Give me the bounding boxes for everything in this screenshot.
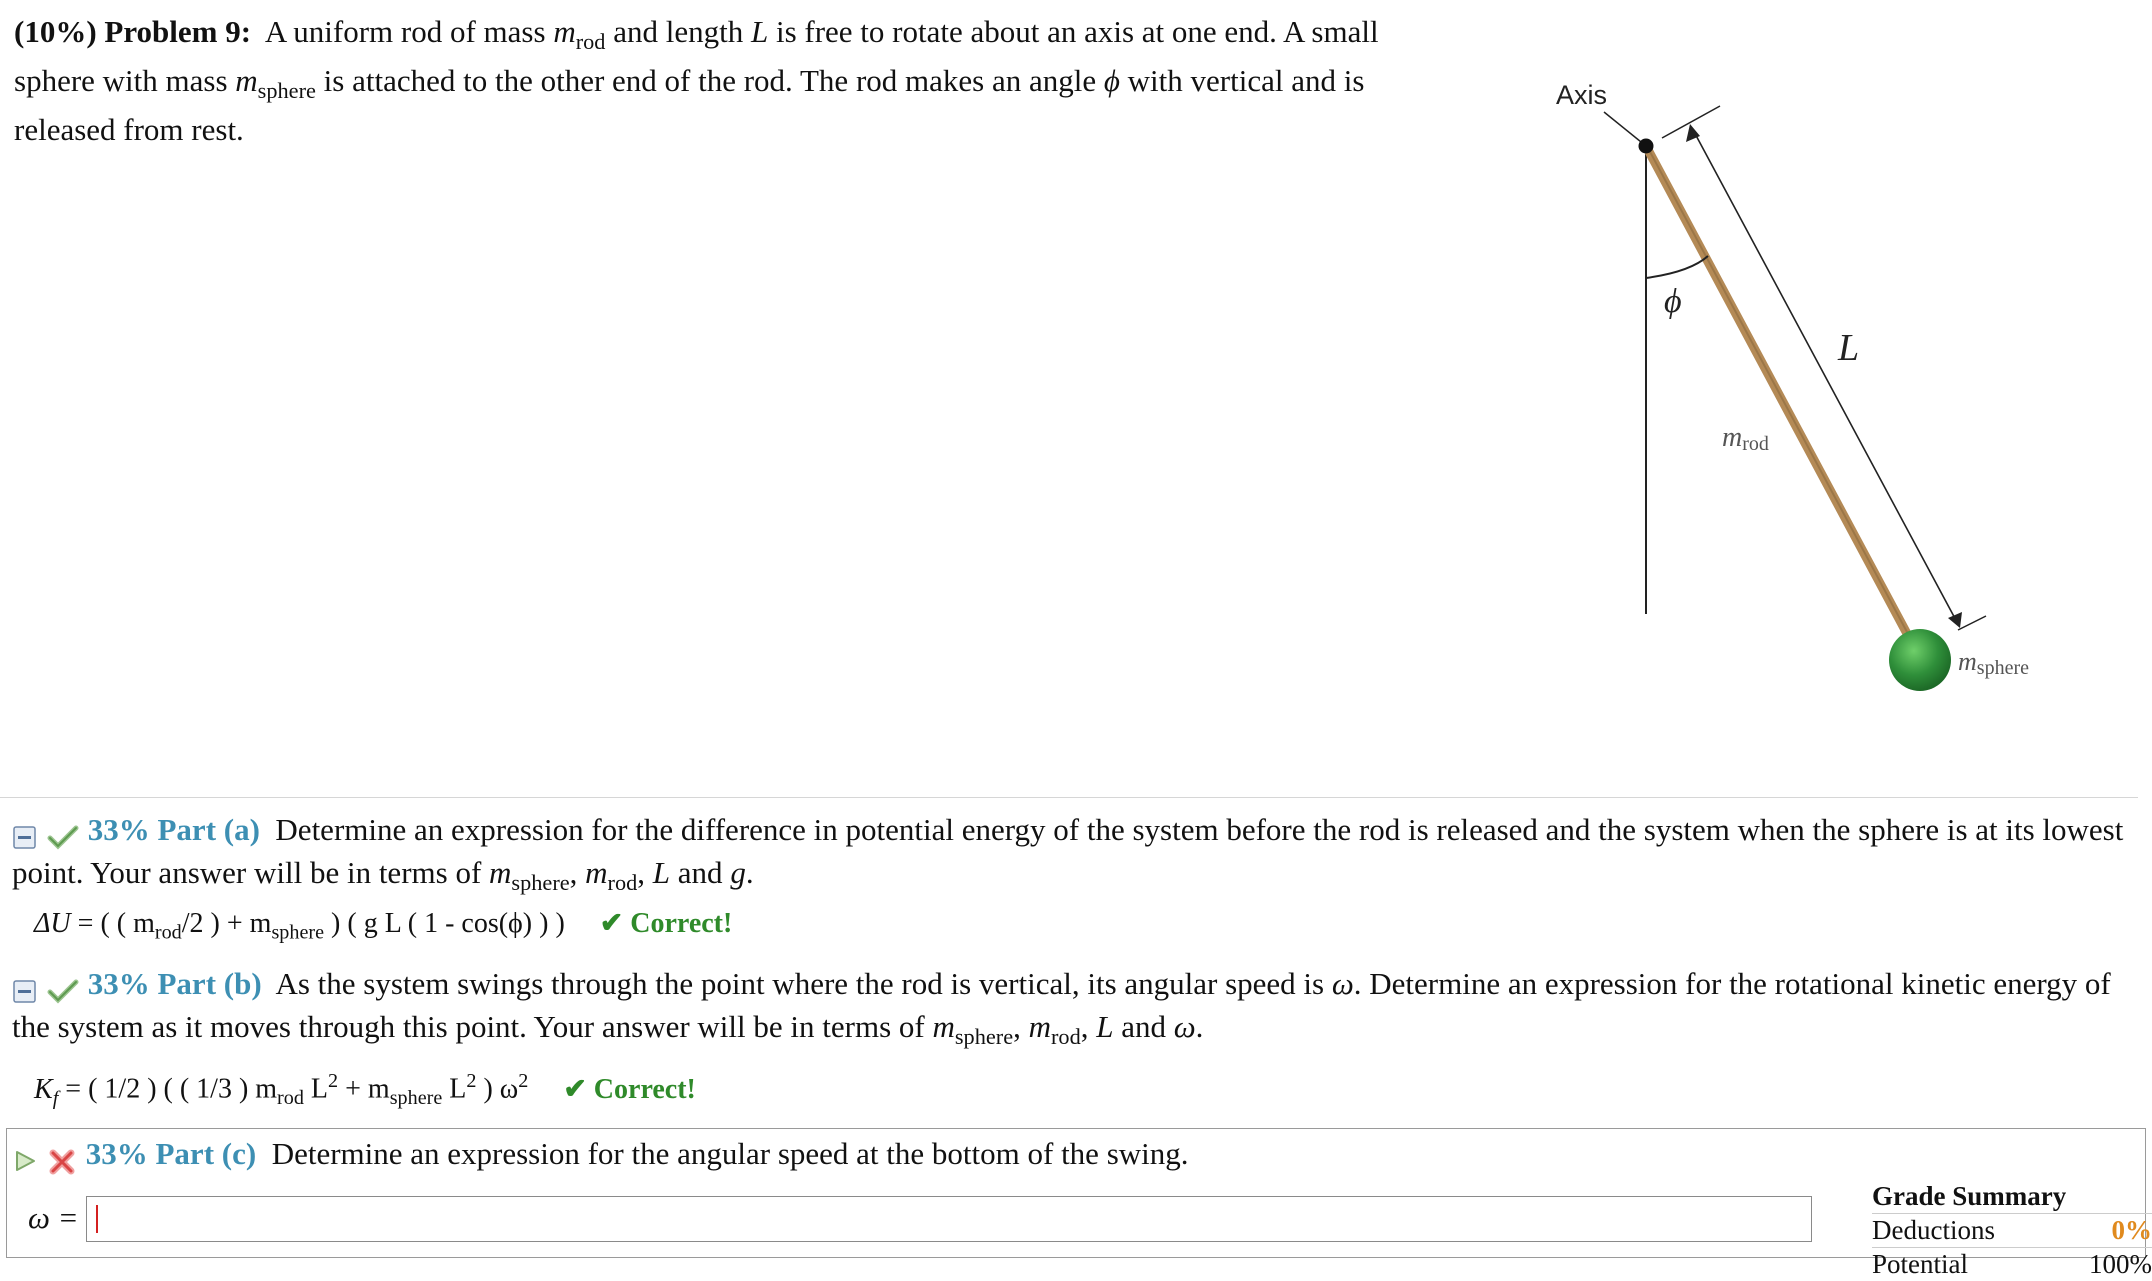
part-b [12,964,2132,1118]
part-b-percent: 33% Part (b) [88,966,262,1001]
status-badge: ✔ Correct! [563,1074,696,1105]
dimension-tick-bottom [1958,616,1986,630]
answer-lhs: $K_f$ [34,1074,58,1105]
answer-sub: sphere [271,922,324,944]
play-icon[interactable] [12,1148,38,1174]
pivot-point [1639,139,1654,154]
length-symbol: L [751,14,768,49]
part-c [12,1134,1189,1177]
angle-arc [1646,256,1708,278]
answer-rhs: + m [338,1074,390,1105]
answer-rhs: ) ( g L ( 1 - cos(ϕ) ) ) [324,908,565,939]
g-symbol: g [730,855,746,890]
part-c-percent: 33% Part (c) [86,1136,256,1171]
phi-symbol: ϕ [1104,63,1120,98]
deductions-row [1872,1213,2152,1247]
length-symbol: L [653,855,670,890]
checkmark-icon [46,824,80,850]
answer-input[interactable] [86,1196,1812,1242]
answer-rhs: ) ω [476,1074,518,1105]
answer-rhs: L [442,1074,466,1105]
sphere-mass-label: msphere [1958,647,2029,679]
m-sphere-symbol: $m_{sphere}$ [932,1009,1013,1044]
omega-symbol: ω [1332,966,1354,1001]
length-symbol: L [1096,1009,1113,1044]
answer-sup: 2 [518,1070,528,1092]
omega-symbol: ω [1174,1009,1196,1044]
part-c-question-text: Determine an expression for the angular speed at the bottom of the swing. [272,1136,1189,1171]
m-sphere-symbol: $m_{sphere}$ [235,63,316,98]
axis-label: Axis [1556,80,1607,110]
and-word: and [1121,1009,1166,1044]
part-b-answer [34,1062,2132,1118]
answer-rhs: L [304,1074,328,1105]
sphere [1889,629,1951,691]
part-a-percent: 33% Part (a) [88,812,260,847]
part-a-answer [34,904,2132,953]
status-badge: ✔ Correct! [600,908,733,939]
rod-shadow [1648,148,1922,660]
problem-text-1: A uniform rod of mass [265,14,546,49]
dimension-line [1692,128,1958,624]
axis-leader-line [1604,112,1646,146]
answer-sub: rod [277,1087,304,1109]
grade-summary [1872,1180,2152,1281]
deductions-value: 0% [2112,1214,2152,1247]
answer-sup: 2 [328,1070,338,1092]
deductions-label: Deductions [1872,1214,1995,1247]
omega-input-label: ω = [28,1200,79,1236]
potential-row [1872,1247,2152,1281]
m-rod-symbol: $m_{rod}$ [1029,1009,1081,1044]
incorrect-x-icon [46,1147,78,1175]
phi-label: ϕ [1664,283,1682,320]
m-rod-symbol: $m_{rod}$ [585,855,637,890]
answer-rhs: = ( ( m [71,908,155,939]
checkmark-icon [46,978,80,1004]
rod-sphere-diagram [1520,70,2080,720]
part-b-question-text-1: As the system swings through the point where the rod is vertical, its angular speed is [275,966,1324,1001]
answer-rhs: = ( 1/2 ) ( ( 1/3 ) m [58,1074,277,1105]
part-b-question-text-2: . Determine an expression for the rotational kinetic energy of the system as it moves through this point. Your answer will be in terms of [12,966,2111,1044]
m-rod-symbol: $m_{rod}$ [553,14,605,49]
problem-text-3: is free to rotate about an axis at one end. A small sphere with mass [14,14,1379,98]
collapse-icon[interactable] [12,824,38,850]
grade-summary-title: Grade Summary [1872,1180,2152,1213]
rod-mass-label: mrod [1722,422,1769,455]
part-a-icons [12,814,80,853]
answer-sub: sphere [390,1087,443,1109]
answer-rhs: /2 ) + m [182,908,272,939]
problem-text-2: and length [613,14,743,49]
part-c-icons [12,1138,78,1177]
answer-sup: 2 [466,1070,476,1092]
part-c-question [12,1134,1189,1177]
m-sphere-symbol: $m_{sphere}$ [489,855,570,890]
problem-number: Problem 9: [104,14,251,49]
problem-weight: (10%) [14,14,97,49]
potential-label: Potential [1872,1248,1968,1281]
part-a-question-text: Determine an expression for the difference in potential energy of the system before the rod is released and the system when the sphere is at its lowest point. Your answer will be in terms of [12,812,2123,890]
potential-value: 100% [2089,1248,2152,1281]
answer-lhs: ΔU [34,908,71,939]
dimension-arrow-bottom [1948,612,1962,628]
problem-statement [14,12,1454,149]
part-a-question: 33% Part (a) Determine an expression for the difference in potential energy of the system before the rod is released and the system when the sphere is at its lowest point. Your answer will be in terms of $m_{sphere}$, $m_{rod}$, L and g. [12,810,2132,902]
answer-sub: rod [155,922,182,944]
length-label: L [1837,327,1859,369]
part-b-icons [12,968,80,1007]
part-b-question: 33% Part (b) As the system swings through the point where the rod is vertical, its angular speed is ω. Determine an expression for the rotational kinetic energy of the system as it moves through this point. Your answer will be in terms of $m_{sphere}$, $m_{rod}$, L and ω. [12,964,2132,1056]
problem-text-5: with vertical and is released from rest. [14,63,1364,147]
problem-text-4: is attached to the other end of the rod. The rod makes an angle [324,63,1096,98]
text-caret [96,1205,98,1233]
and-word: and [678,855,723,890]
part-a [12,810,2132,953]
collapse-icon[interactable] [12,978,38,1004]
